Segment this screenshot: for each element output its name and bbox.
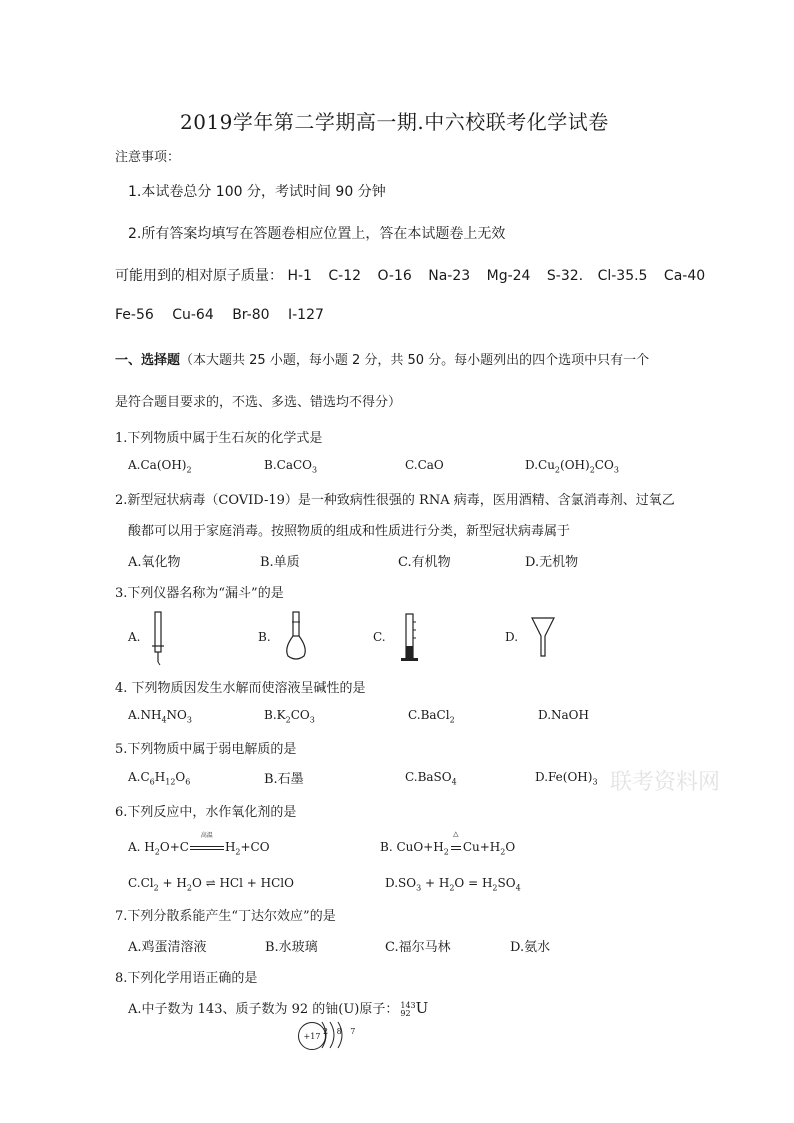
mass-fe: Fe-56 [115,307,154,323]
section-1-heading: 一、选择题 [115,353,181,368]
funnel-icon [530,616,556,660]
q6-a-condition: 高温 [200,832,213,839]
q5-option-c: C.BaSO$_4$ [405,770,457,787]
q1-stem: 1.下列物质中属于生石灰的化学式是 [115,431,323,446]
watermark: 联考资料网 [610,770,721,795]
q3-stem: 3.下列仪器名称为“漏斗”的是 [115,586,284,601]
q8-mass-number: 143 [400,1000,416,1010]
q7-option-b: B.水玻璃 [265,940,318,955]
mass-br: Br-80 [232,307,270,323]
q2-stem-2: 酸都可以用于家庭消毒。按照物质的组成和性质进行分类，新型冠状病毒属于 [128,524,571,539]
mass-s: S-32. [546,268,584,284]
nucleus-circle: +17 [298,1022,326,1050]
section-1-desc-2: 是符合题目要求的，不选、多选、错选均不得分） [115,395,402,410]
mass-c: C-12 [328,268,362,284]
q4-option-b: $B.K_2CO_3$ [264,708,315,725]
q6-option-c: $C.Cl_2 + H_2O$ ⇌ HCl + HClO [128,876,294,893]
q8-element-symbol: U [415,999,429,1017]
mass-i: I-127 [288,307,324,323]
mass-na: Na-23 [428,268,471,284]
q7-stem: 7.下列分散系能产生“丁达尔效应”的是 [115,909,336,924]
notice-heading: 注意事项： [115,150,181,165]
atomic-mass-line-2 [115,307,324,323]
q1-option-c: C.CaO [405,458,444,472]
q5-option-d: $D.Fe(OH)_3$ [535,770,598,787]
q4-stem: 4. 下列物质因发生水解而使溶液呈碱性的是 [115,681,366,696]
q6-option-a: A. $H_2O+C$ 高温 $H_2+CO$ [128,832,270,857]
graduated-cylinder-icon [398,612,422,664]
atomic-mass-label: 可能用到的相对原子质量： [115,268,283,284]
q3-option-c: C. [373,630,386,644]
notice-item-2: 2.所有答案均填写在答题卷相应位置上，答在本试题卷上无效 [128,226,506,242]
electron-shell-counts: 2 8 7 [323,1027,359,1036]
q2-option-c: C.有机物 [398,555,451,570]
q7-option-c: C.福尔马林 [385,940,451,955]
q6-b-condition: △ [453,830,459,838]
q6-stem: 6.下列反应中，水作氧化剂的是 [115,805,297,820]
buret-icon [150,610,170,666]
mass-ca: Ca-40 [663,268,706,284]
q3-option-a: A. [128,630,141,644]
mass-o: O-16 [377,268,412,284]
q2-stem-1: 2.新型冠状病毒（COVID-19）是一种致病性很强的 RNA 病毒，医用酒精、含氯消毒剂、过氧乙 [115,493,675,508]
page-title: 2019学年第二学期高一期.中六校联考化学试卷 [180,110,609,134]
section-1-desc-1: （本大题共 25 小题，每小题 2 分，共 50 分。每小题列出的四个选项中只有一个 [180,353,650,368]
volumetric-flask-icon [282,610,310,662]
q4-option-a: $A.NH_4NO_3$ [128,708,192,725]
q8-atomic-number: 92 [400,1008,411,1018]
q8-option-a: A.中子数为 143、质子数为 92 的铀(U)原子： 143 92 U [128,999,429,1018]
q4-option-d: D.NaOH [538,708,589,722]
q2-option-b: B.单质 [260,555,300,570]
q5-option-a: $A.C_6H_{12}O_6$ [128,770,191,787]
q5-option-b: B.石墨 [264,772,304,787]
q8-stem: 8.下列化学用语正确的是 [115,971,258,986]
q1-option-a: $A.Ca(OH)_2$ [128,458,192,475]
q2-option-a: A.氧化物 [128,555,181,570]
q7-option-d: D.氨水 [510,940,551,955]
mass-mg: Mg-24 [486,268,531,284]
mass-h: H-1 [287,268,312,284]
notice-item-1: 1.本试卷总分 100 分，考试时间 90 分钟 [128,184,386,200]
q6-option-b: B. $CuO+H_2$ △ $Cu+H_2O$ [380,830,516,857]
q7-option-a: A.鸡蛋清溶液 [128,940,207,955]
q3-option-d: D. [505,630,519,644]
mass-cl: Cl-35.5 [597,268,648,284]
q4-option-c: C.BaCl$_2$ [408,708,455,725]
q5-stem: 5.下列物质中属于弱电解质的是 [115,742,297,757]
q1-option-d: $D.Cu_2(OH)_2CO_3$ [525,458,619,475]
mass-cu: Cu-64 [172,307,214,323]
section-1-intro [115,349,649,368]
q1-option-b: B.CaCO$_3$ [264,458,318,475]
q6-option-d: $D.SO_3 + H_2O = H_2SO_4$ [385,876,521,893]
atomic-mass-line-1 [115,265,705,285]
q2-option-d: D.无机物 [525,555,579,570]
q3-option-b: B. [258,630,271,644]
